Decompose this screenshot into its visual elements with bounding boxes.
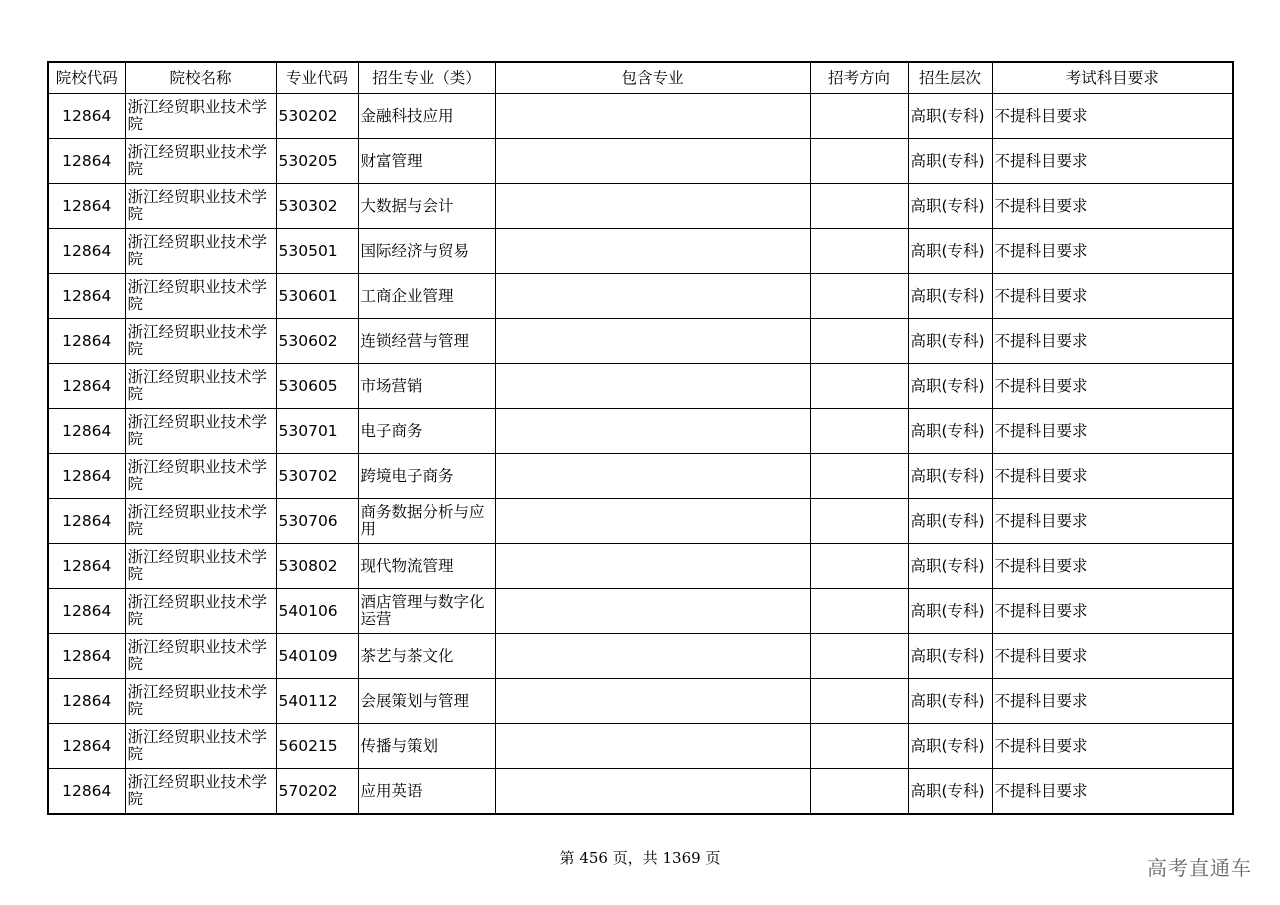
cell-school-code: 12864 [48, 454, 125, 499]
table-row [48, 229, 1233, 274]
cell-major: 连锁经营与管理 [358, 319, 495, 364]
cell-subject-requirement: 不提科目要求 [992, 499, 1233, 544]
cell-included-majors [495, 94, 810, 139]
cell-school-name: 浙江经贸职业技术学院 [125, 319, 276, 364]
cell-subject-requirement: 不提科目要求 [992, 589, 1233, 634]
cell-subject-requirement: 不提科目要求 [992, 724, 1233, 769]
cell-major: 财富管理 [358, 139, 495, 184]
cell-subject-requirement: 不提科目要求 [992, 679, 1233, 724]
cell-major-code: 540106 [276, 589, 358, 634]
footer-total-pages: 1369 [662, 849, 701, 867]
cell-school-code: 12864 [48, 724, 125, 769]
table-row [48, 454, 1233, 499]
cell-school-name: 浙江经贸职业技术学院 [125, 274, 276, 319]
cell-major-code: 570202 [276, 769, 358, 815]
cell-included-majors [495, 544, 810, 589]
footer-prefix: 第 [559, 849, 580, 867]
cell-direction [810, 139, 908, 184]
cell-subject-requirement: 不提科目要求 [992, 229, 1233, 274]
cell-level: 高职(专科) [908, 499, 992, 544]
table-row [48, 679, 1233, 724]
table-row [48, 184, 1233, 229]
cell-major-code: 530205 [276, 139, 358, 184]
cell-direction [810, 769, 908, 815]
cell-school-name: 浙江经贸职业技术学院 [125, 499, 276, 544]
cell-subject-requirement: 不提科目要求 [992, 769, 1233, 815]
cell-major-code: 530202 [276, 94, 358, 139]
header-subject-requirement: 考试科目要求 [992, 62, 1233, 94]
header-school-code: 院校代码 [48, 62, 125, 94]
cell-school-code: 12864 [48, 94, 125, 139]
cell-included-majors [495, 364, 810, 409]
cell-school-code: 12864 [48, 184, 125, 229]
cell-direction [810, 724, 908, 769]
header-included-majors: 包含专业 [495, 62, 810, 94]
cell-included-majors [495, 499, 810, 544]
cell-direction [810, 679, 908, 724]
cell-major: 应用英语 [358, 769, 495, 815]
cell-school-name: 浙江经贸职业技术学院 [125, 139, 276, 184]
cell-included-majors [495, 724, 810, 769]
cell-direction [810, 454, 908, 499]
footer-page-number: 456 [579, 849, 608, 867]
cell-included-majors [495, 184, 810, 229]
cell-subject-requirement: 不提科目要求 [992, 454, 1233, 499]
cell-major: 电子商务 [358, 409, 495, 454]
cell-direction [810, 634, 908, 679]
cell-major: 工商企业管理 [358, 274, 495, 319]
cell-major: 国际经济与贸易 [358, 229, 495, 274]
cell-major-code: 530602 [276, 319, 358, 364]
table-row [48, 319, 1233, 364]
cell-major-code: 530601 [276, 274, 358, 319]
cell-major-code: 530702 [276, 454, 358, 499]
header-school-name: 院校名称 [125, 62, 276, 94]
cell-level: 高职(专科) [908, 94, 992, 139]
cell-level: 高职(专科) [908, 589, 992, 634]
table-row [48, 769, 1233, 815]
cell-major-code: 530501 [276, 229, 358, 274]
cell-level: 高职(专科) [908, 544, 992, 589]
cell-level: 高职(专科) [908, 454, 992, 499]
cell-school-name: 浙江经贸职业技术学院 [125, 454, 276, 499]
cell-school-name: 浙江经贸职业技术学院 [125, 634, 276, 679]
cell-level: 高职(专科) [908, 409, 992, 454]
cell-level: 高职(专科) [908, 769, 992, 815]
cell-major: 酒店管理与数字化运营 [358, 589, 495, 634]
cell-school-code: 12864 [48, 589, 125, 634]
cell-major: 大数据与会计 [358, 184, 495, 229]
header-level: 招生层次 [908, 62, 992, 94]
cell-school-code: 12864 [48, 409, 125, 454]
cell-school-code: 12864 [48, 229, 125, 274]
table-row [48, 364, 1233, 409]
cell-major: 跨境电子商务 [358, 454, 495, 499]
cell-included-majors [495, 634, 810, 679]
table-row [48, 409, 1233, 454]
footer-middle: 页，共 [607, 849, 663, 867]
cell-subject-requirement: 不提科目要求 [992, 634, 1233, 679]
cell-school-code: 12864 [48, 499, 125, 544]
table-row [48, 94, 1233, 139]
cell-level: 高职(专科) [908, 229, 992, 274]
cell-school-name: 浙江经贸职业技术学院 [125, 679, 276, 724]
cell-school-name: 浙江经贸职业技术学院 [125, 589, 276, 634]
table-row [48, 139, 1233, 184]
cell-major-code: 530302 [276, 184, 358, 229]
cell-school-code: 12864 [48, 274, 125, 319]
table-body [48, 94, 1233, 815]
header-major: 招生专业（类） [358, 62, 495, 94]
cell-major: 金融科技应用 [358, 94, 495, 139]
cell-school-name: 浙江经贸职业技术学院 [125, 364, 276, 409]
cell-level: 高职(专科) [908, 724, 992, 769]
cell-subject-requirement: 不提科目要求 [992, 184, 1233, 229]
cell-subject-requirement: 不提科目要求 [992, 364, 1233, 409]
cell-level: 高职(专科) [908, 634, 992, 679]
cell-included-majors [495, 679, 810, 724]
cell-included-majors [495, 409, 810, 454]
cell-school-name: 浙江经贸职业技术学院 [125, 409, 276, 454]
cell-major: 商务数据分析与应用 [358, 499, 495, 544]
header-direction: 招考方向 [810, 62, 908, 94]
cell-subject-requirement: 不提科目要求 [992, 319, 1233, 364]
cell-level: 高职(专科) [908, 184, 992, 229]
header-major-code: 专业代码 [276, 62, 358, 94]
table-row [48, 634, 1233, 679]
page-footer [0, 848, 1280, 868]
cell-major-code: 530701 [276, 409, 358, 454]
cell-major: 现代物流管理 [358, 544, 495, 589]
table-row [48, 544, 1233, 589]
cell-school-code: 12864 [48, 634, 125, 679]
table-row [48, 499, 1233, 544]
cell-included-majors [495, 769, 810, 815]
cell-major-code: 540109 [276, 634, 358, 679]
cell-direction [810, 589, 908, 634]
cell-major: 茶艺与茶文化 [358, 634, 495, 679]
table-header-row [48, 62, 1233, 94]
cell-level: 高职(专科) [908, 274, 992, 319]
cell-direction [810, 319, 908, 364]
cell-direction [810, 184, 908, 229]
cell-included-majors [495, 139, 810, 184]
cell-school-code: 12864 [48, 544, 125, 589]
cell-major: 市场营销 [358, 364, 495, 409]
cell-subject-requirement: 不提科目要求 [992, 139, 1233, 184]
cell-school-code: 12864 [48, 679, 125, 724]
cell-school-name: 浙江经贸职业技术学院 [125, 544, 276, 589]
watermark: 高考直通车 [1147, 856, 1252, 880]
cell-school-name: 浙江经贸职业技术学院 [125, 769, 276, 815]
cell-level: 高职(专科) [908, 364, 992, 409]
cell-direction [810, 499, 908, 544]
cell-major-code: 530605 [276, 364, 358, 409]
cell-included-majors [495, 274, 810, 319]
cell-included-majors [495, 454, 810, 499]
cell-school-code: 12864 [48, 364, 125, 409]
cell-level: 高职(专科) [908, 319, 992, 364]
cell-school-name: 浙江经贸职业技术学院 [125, 184, 276, 229]
cell-direction [810, 544, 908, 589]
cell-level: 高职(专科) [908, 679, 992, 724]
cell-direction [810, 274, 908, 319]
cell-direction [810, 94, 908, 139]
table-row [48, 589, 1233, 634]
cell-direction [810, 229, 908, 274]
cell-school-name: 浙江经贸职业技术学院 [125, 229, 276, 274]
cell-subject-requirement: 不提科目要求 [992, 94, 1233, 139]
cell-direction [810, 364, 908, 409]
table-row [48, 724, 1233, 769]
cell-major-code: 530706 [276, 499, 358, 544]
cell-level: 高职(专科) [908, 139, 992, 184]
cell-subject-requirement: 不提科目要求 [992, 274, 1233, 319]
cell-included-majors [495, 589, 810, 634]
cell-school-code: 12864 [48, 139, 125, 184]
cell-major: 传播与策划 [358, 724, 495, 769]
cell-subject-requirement: 不提科目要求 [992, 409, 1233, 454]
cell-school-code: 12864 [48, 769, 125, 815]
cell-major-code: 530802 [276, 544, 358, 589]
cell-subject-requirement: 不提科目要求 [992, 544, 1233, 589]
cell-direction [810, 409, 908, 454]
cell-school-name: 浙江经贸职业技术学院 [125, 724, 276, 769]
cell-school-name: 浙江经贸职业技术学院 [125, 94, 276, 139]
cell-included-majors [495, 229, 810, 274]
admissions-table [47, 61, 1234, 815]
cell-major: 会展策划与管理 [358, 679, 495, 724]
cell-major-code: 560215 [276, 724, 358, 769]
cell-included-majors [495, 319, 810, 364]
cell-major-code: 540112 [276, 679, 358, 724]
table-row [48, 274, 1233, 319]
footer-suffix: 页 [700, 849, 721, 867]
cell-school-code: 12864 [48, 319, 125, 364]
